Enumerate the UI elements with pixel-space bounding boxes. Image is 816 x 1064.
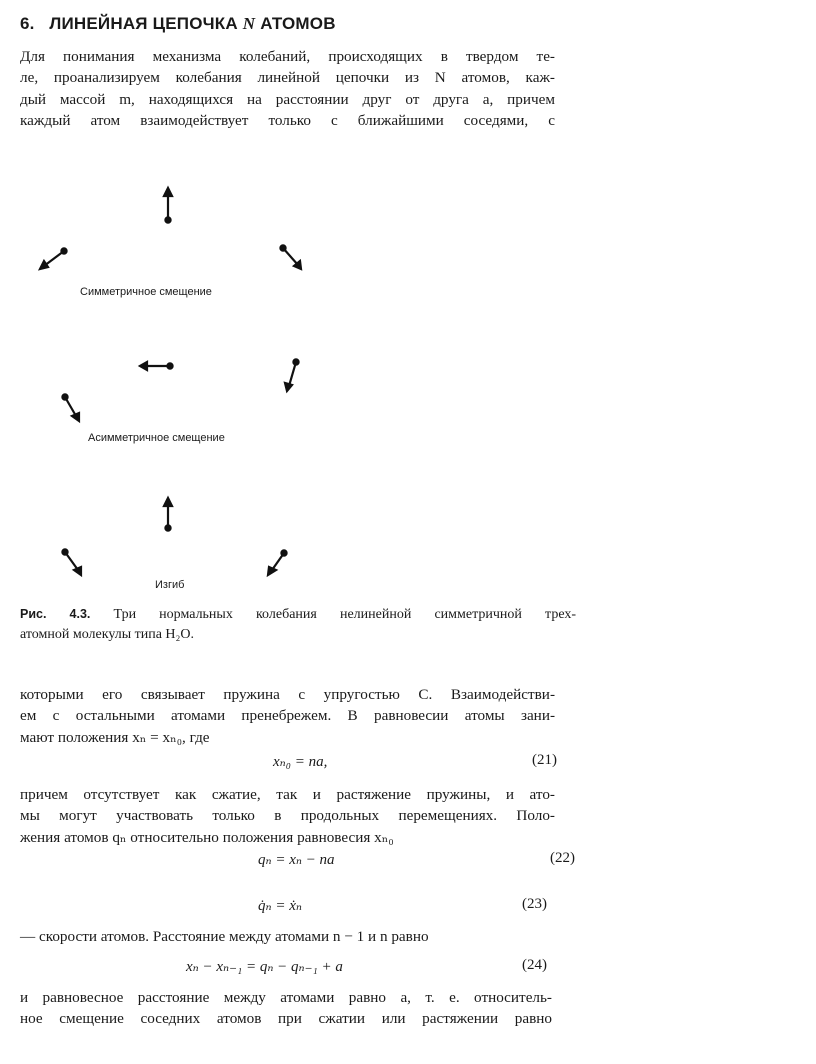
text-line: ем с остальными атомами пренебрежем. В равновесии атомы зани-	[20, 707, 555, 725]
text-line: Для понимания механизма колебаний, происходящих в твердом те-	[20, 48, 555, 65]
atom-arrow-down-left	[285, 359, 299, 391]
figure-caption: Рис. 4.3. Три нормальных колебания нелинейной симметричной трех- атомной молекулы типа H₂O.	[20, 604, 576, 645]
equation-23: q̇ₙ = ẋₙ	[258, 898, 302, 914]
text-line: атомной молекулы типа H₂O.	[20, 627, 195, 642]
atom-arrow-right-down	[280, 245, 301, 269]
label-bending: Изгиб	[155, 579, 185, 591]
equation-number: (23)	[522, 896, 547, 912]
text-line: которыми его связывает пружина с упругостью C. Взаимодействи-	[20, 686, 555, 703]
text-line: ное смещение соседних атомов при сжатии или растяжении равно	[20, 1010, 552, 1028]
atom-arrow-down-left	[268, 550, 287, 575]
text-line: и равновесное расстояние между атомами равно a, т. е. относитель-	[20, 989, 552, 1006]
label-asymmetric: Асимметричное смещение	[88, 432, 225, 444]
text-line: дый массой m, находящихся на расстоянии друг от друга a, причем	[20, 90, 555, 108]
atom-arrow-up	[164, 188, 172, 223]
text-line: ле, проанализируем колебания линейной цепочки из N атомов, каж-	[20, 69, 555, 87]
text-line: мы могут участвовать только в продольных перемещениях. Поло-	[20, 807, 555, 825]
paragraph-5	[20, 987, 552, 1030]
atom-arrow-up	[164, 498, 172, 531]
section-heading: 6. ЛИНЕЙНАЯ ЦЕПОЧКА N АТОМОВ	[20, 14, 336, 33]
atom-arrow-down-right	[62, 549, 81, 575]
equation-number: (21)	[532, 752, 557, 768]
paragraph-3	[20, 784, 555, 848]
atom-arrow-left-down	[40, 248, 67, 269]
text-line: мают положения xₙ = xₙ₀, где	[20, 728, 210, 746]
equation-24: xₙ − xₙ₋₁ = qₙ − qₙ₋₁ + a	[186, 959, 343, 975]
atom-arrow-down-right	[62, 394, 79, 421]
paragraph-2	[20, 684, 555, 748]
equation-number: (24)	[522, 957, 547, 973]
label-symmetric: Симметричное смещение	[80, 286, 212, 298]
text-line: жения атомов qₙ относительно положения равновесия xₙ₀	[20, 828, 394, 846]
atom-arrow-left	[140, 362, 173, 370]
equation-21: xₙ₀ = na,	[273, 754, 328, 770]
equation-number: (22)	[550, 850, 575, 866]
text-line: каждый атом взаимодействует только с ближайшими соседями, с	[20, 111, 555, 129]
equation-22: qₙ = xₙ − na	[258, 852, 335, 868]
paragraph-4: — скорости атомов. Расстояние между атомами n − 1 и n равно	[20, 928, 429, 945]
text-line: причем отсутствует как сжатие, так и растяжение пружины, и ато-	[20, 786, 555, 803]
